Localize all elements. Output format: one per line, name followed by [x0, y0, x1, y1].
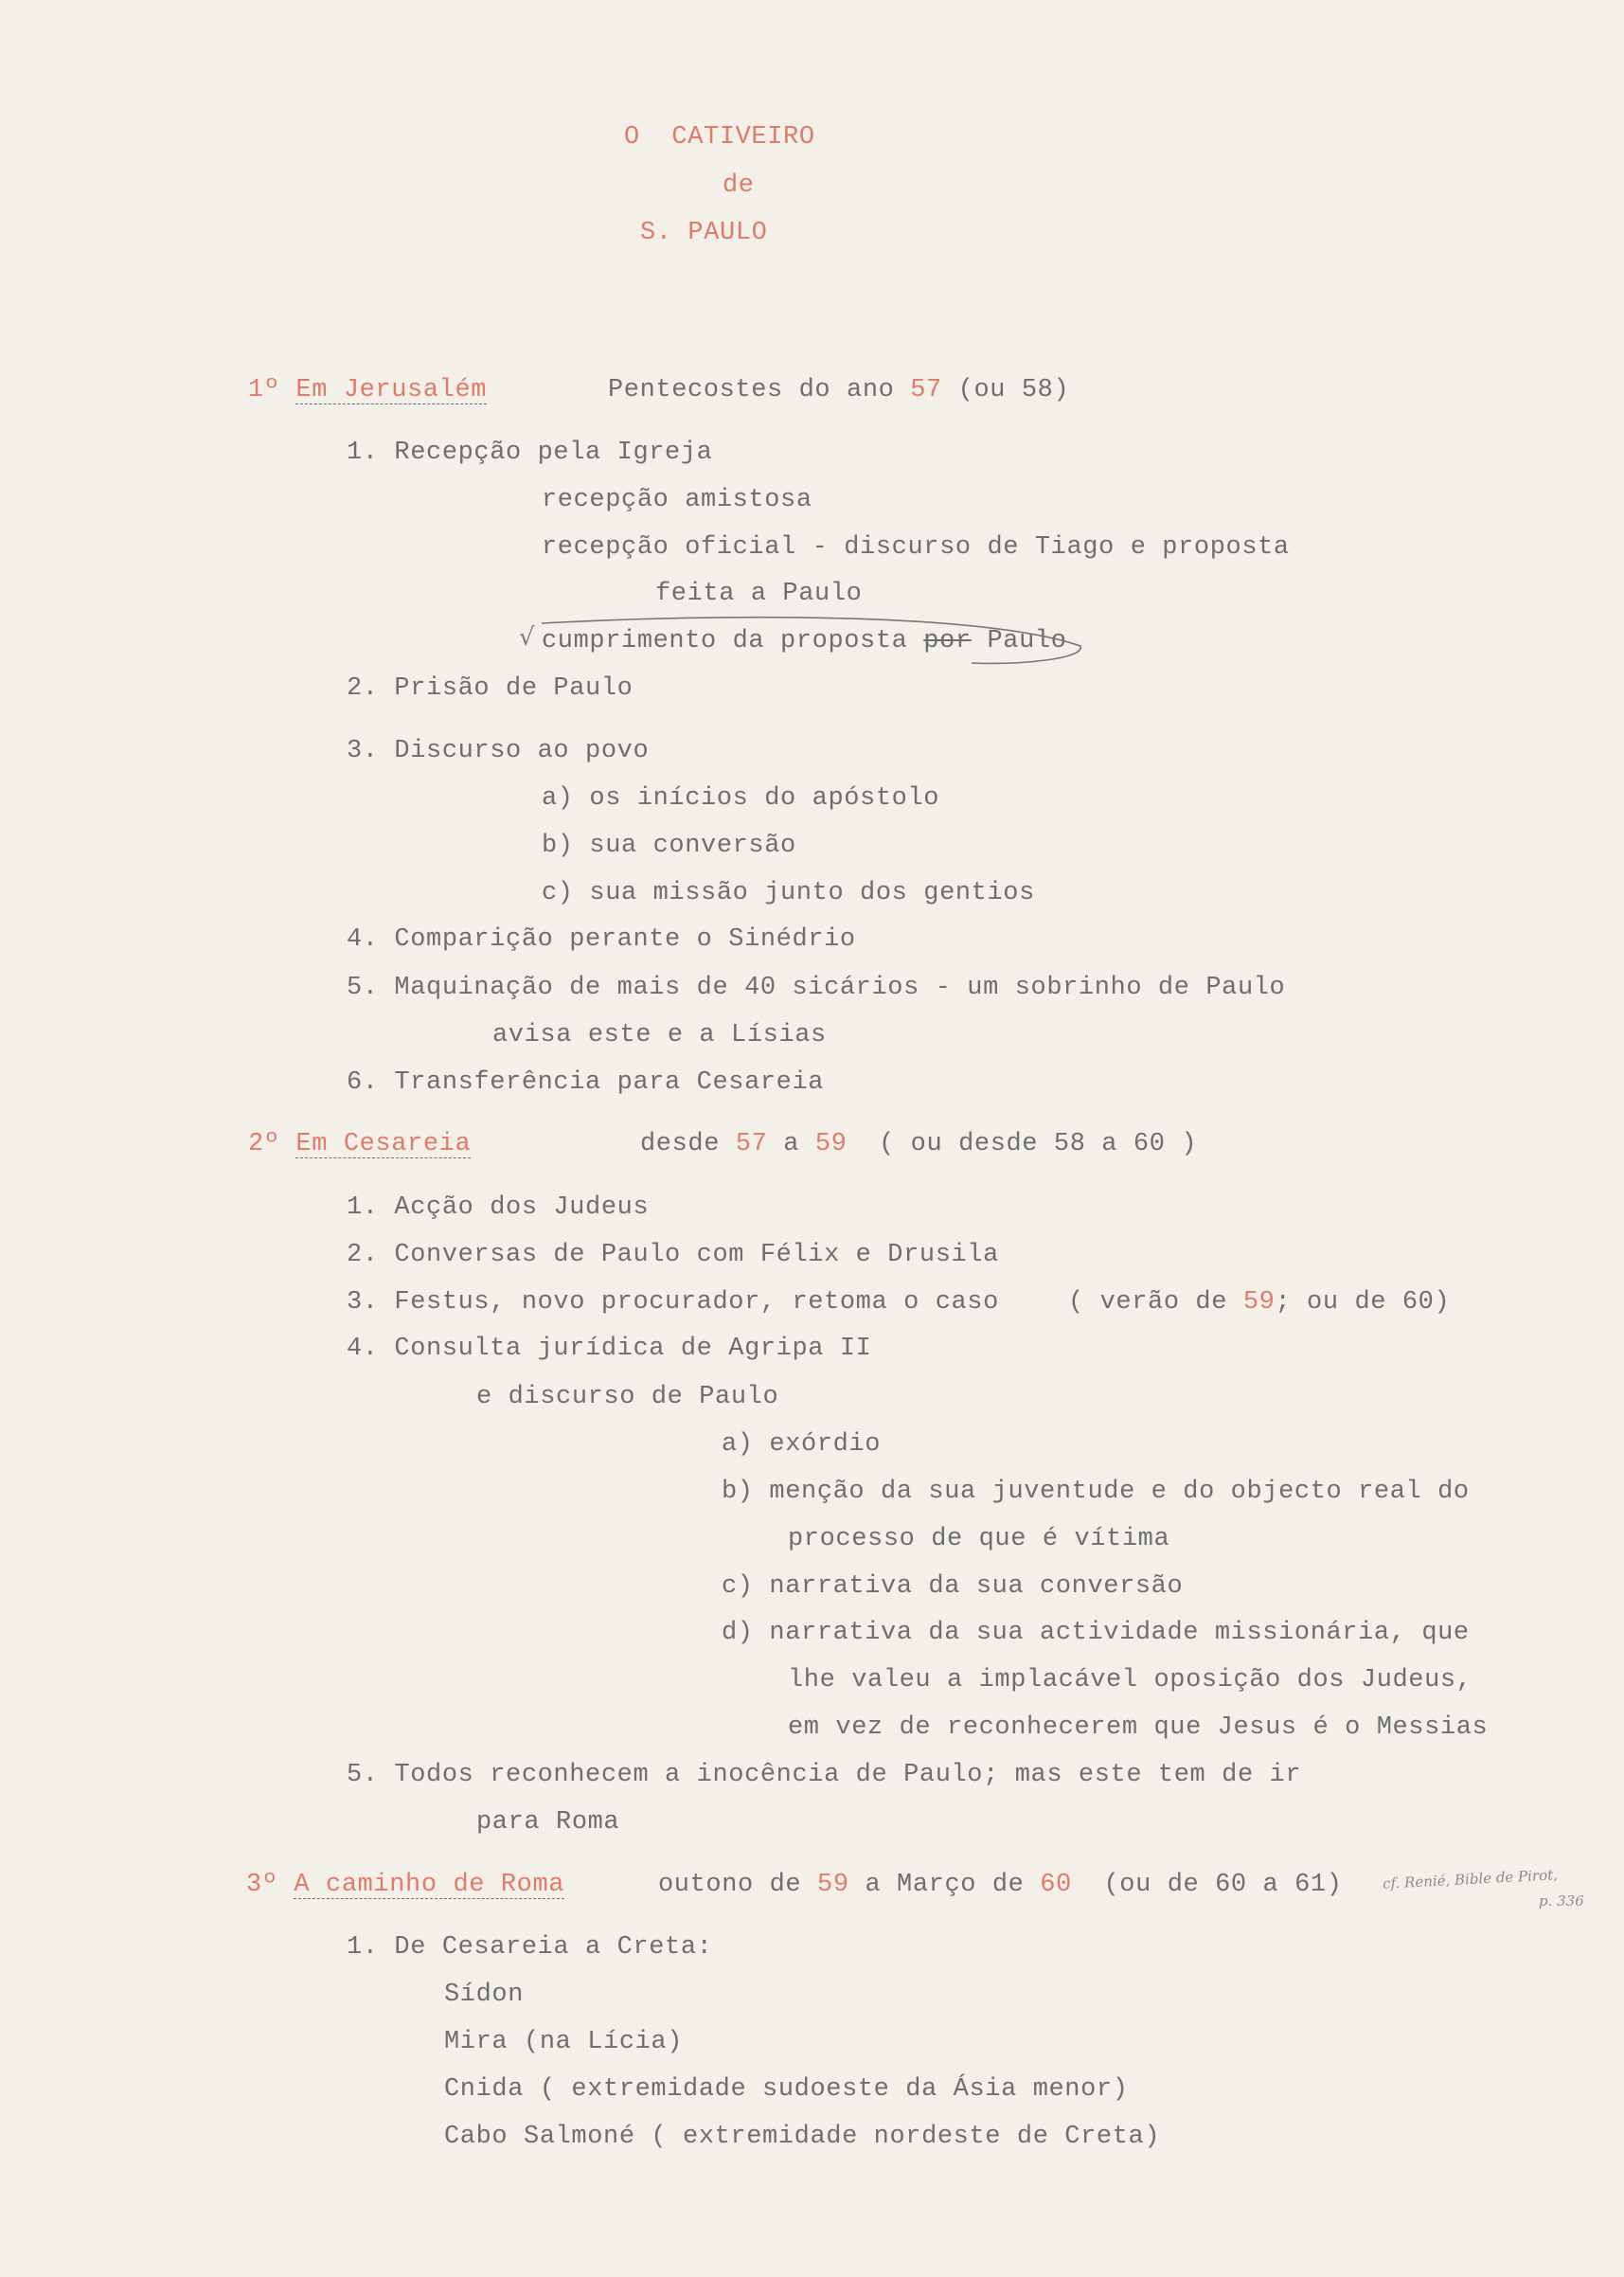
section-1-dates: [608, 374, 1069, 406]
section-3-heading: A caminho de Roma: [294, 1871, 565, 1899]
section-2-dates-sep: a: [767, 1130, 815, 1158]
s3-place-3: Cnida ( extremidade sudoeste da Ásia menor): [444, 2075, 1129, 2104]
section-2-dates-alt: ( ou desde 58 a 60 ): [847, 1130, 1198, 1158]
s1-item-1a: recepção amistosa: [542, 486, 812, 514]
check-mark-icon: √: [519, 623, 535, 652]
s2-item-4d: d) narrativa da sua actividade missionária, que: [722, 1619, 1470, 1647]
s1-item-1c: feita a Paulo: [655, 580, 863, 608]
s2-item-4b: b) menção da sua juventude e do objecto real do: [722, 1478, 1470, 1506]
s3-place-1: Sídon: [444, 1981, 525, 2009]
s1-item-1d-struck: por: [923, 627, 972, 655]
section-1-dates-alt: (ou 58): [941, 376, 1070, 404]
s1-item-3c: c) sua missão junto dos gentios: [542, 879, 1035, 907]
s1-item-1b: recepção oficial - discurso de Tiago e proposta: [542, 533, 1290, 562]
title-line-3: S. PAULO: [640, 219, 768, 247]
s2-item-3-year: 59: [1242, 1288, 1276, 1317]
s2-item-5: 5. Todos reconhecem a inocência de Paulo; mas este tem de ir: [347, 1761, 1302, 1789]
s1-item-5-cont: avisa este e a Lísias: [492, 1021, 827, 1049]
s2-item-4a: a) exórdio: [722, 1430, 882, 1459]
s2-item-5-cont: para Roma: [476, 1808, 620, 1837]
section-3-dates-text: outono de: [658, 1871, 818, 1899]
s1-item-1: 1. Recepção pela Igreja: [347, 439, 713, 467]
s1-item-3: 3. Discurso ao povo: [347, 737, 650, 765]
s2-item-4c: c) narrativa da sua conversão: [722, 1572, 1184, 1601]
section-3-dates-sep: a Março de: [848, 1871, 1041, 1899]
s3-item-1: 1. De Cesareia a Creta:: [347, 1933, 713, 1962]
section-1-heading: Em Jerusalém: [295, 376, 488, 404]
section-3-year-end: 60: [1040, 1871, 1072, 1899]
s2-item-4: 4. Consulta jurídica de Agripa II: [347, 1335, 872, 1363]
handwritten-reference-page: p. 336: [1539, 1892, 1584, 1909]
s2-item-3-date-alt: ; ou de 60): [1275, 1288, 1451, 1317]
s1-item-1d-text: cumprimento da proposta: [542, 627, 924, 655]
s1-item-1d-end: Paulo: [971, 627, 1067, 655]
s2-item-2: 2. Conversas de Paulo com Félix e Drusila: [347, 1241, 999, 1269]
handwritten-reference-note: cf. Renié, Bible de Pirot,: [1382, 1866, 1559, 1892]
section-3-dates-alt: (ou de 60 a 61): [1071, 1871, 1343, 1899]
section-1-number: 1º: [248, 376, 280, 404]
s1-item-3b: b) sua conversão: [542, 832, 796, 860]
section-1-year: 57: [910, 376, 942, 404]
title-line-1: O CATIVEIRO: [624, 123, 815, 152]
title-line-2: de: [723, 171, 755, 200]
handwritten-loop-mark: [526, 616, 1085, 669]
s1-item-2: 2. Prisão de Paulo: [347, 674, 634, 703]
section-2-number: 2º: [248, 1130, 280, 1158]
s2-item-3: 3. Festus, novo procurador, retoma o caso: [347, 1288, 999, 1317]
s2-item-4d-cont-2: em vez de reconhecerem que Jesus é o Messias: [788, 1713, 1489, 1742]
section-1-dates-text: Pentecostes do ano: [608, 376, 911, 404]
section-2-heading-row: [248, 1128, 471, 1160]
section-3-dates: [658, 1869, 1343, 1901]
s2-item-4d-cont-1: lhe valeu a implacável oposição dos Judeus,: [788, 1666, 1472, 1694]
s1-item-5: 5. Maquinação de mais de 40 sicários - um sobrinho de Paulo: [347, 974, 1286, 1002]
s3-place-4: Cabo Salmoné ( extremidade nordeste de Creta): [444, 2123, 1161, 2151]
section-2-year-start: 57: [735, 1130, 768, 1158]
s1-item-6: 6. Transferência para Cesareia: [347, 1068, 825, 1097]
s2-item-3-date-text: ( verão de: [1068, 1288, 1243, 1317]
section-3-heading-row: [246, 1869, 564, 1901]
section-3-year-start: 59: [817, 1871, 849, 1899]
section-2-dates: [640, 1128, 1197, 1160]
s2-item-1: 1. Acção dos Judeus: [347, 1193, 650, 1222]
s2-item-4-cont: e discurso de Paulo: [476, 1383, 779, 1411]
section-2-heading: Em Cesareia: [295, 1130, 472, 1158]
s3-place-2: Mira (na Lícia): [444, 2028, 684, 2056]
s1-item-4: 4. Comparição perante o Sinédrio: [347, 925, 856, 954]
s2-item-4b-cont: processo de que é vítima: [788, 1525, 1170, 1553]
s1-item-3a: a) os inícios do apóstolo: [542, 784, 940, 813]
section-2-dates-text: desde: [640, 1130, 736, 1158]
section-2-year-end: 59: [814, 1130, 848, 1158]
section-3-number: 3º: [246, 1871, 278, 1899]
s2-item-3-date: [1068, 1286, 1450, 1318]
section-1-heading-row: [248, 374, 487, 406]
